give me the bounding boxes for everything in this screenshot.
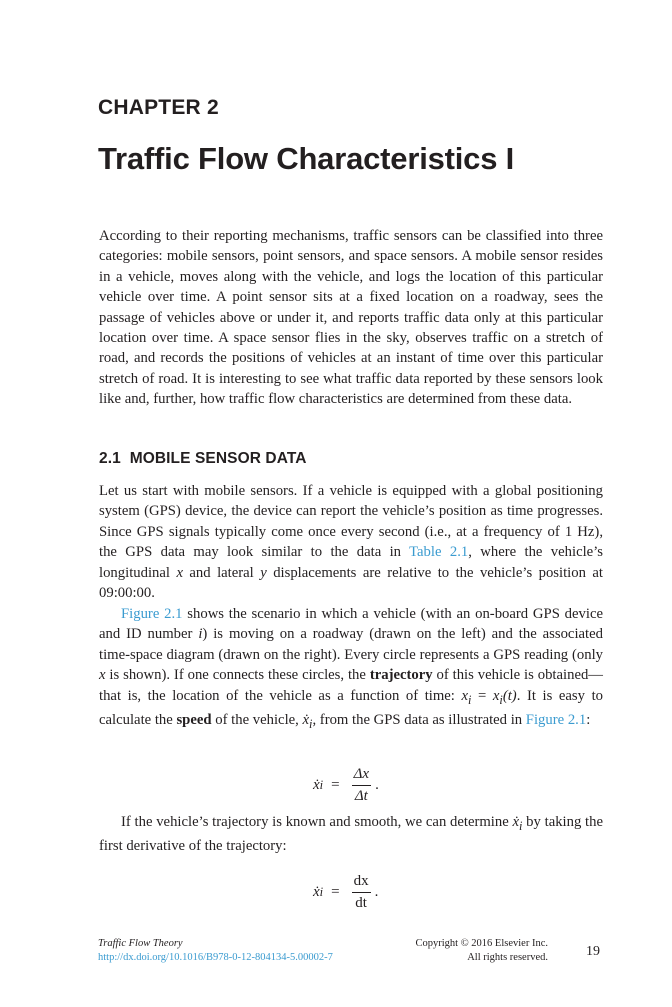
doi-link[interactable]: http://dx.doi.org/10.1016/B978-0-12-804134-5.00002-7 <box>98 952 333 963</box>
figure-2-1-link-2[interactable]: Figure 2.1 <box>525 711 587 728</box>
term-trajectory: trajectory <box>369 667 433 684</box>
table-2-1-link[interactable]: Table 2.1 <box>409 544 469 561</box>
figure-2-1-link[interactable]: Figure 2.1 <box>121 606 183 622</box>
chapter-label: CHAPTER 2 <box>98 96 219 119</box>
section-number: 2.1 <box>99 450 121 467</box>
section-title: MOBILE SENSOR DATA <box>129 450 307 467</box>
paragraph-figure-description: Figure 2.1 shows the scenario in which a vehicle (with an on-board GPS device and ID number i) is moving on a roadway (drawn on the left) and the associated time-space diagram (drawn on the right). Every circle represents a GPS reading (only x is shown). If one connects these circles, the trajectory of this vehicle is obtained—that is, the location of the vehicle as a function of time: $x_i = x_i(t)$. It is easy to calculate the speed of the vehicle, ẋ$_i$, from the GPS data as illustrated in Figure 2.1: <box>99 606 604 731</box>
equation-speed-derivative: ẋ i = $\frac{dx}{dt}$ . <box>313 873 379 911</box>
rights-text: All rights reserved. <box>467 952 548 963</box>
footer-citation <box>98 937 333 965</box>
paragraph-derivative: If the vehicle’s trajectory is known and smooth, we can determine ẋ$_i$ by taking the first derivative of the trajectory: <box>99 814 604 855</box>
book-title: Traffic Flow Theory <box>98 938 183 949</box>
equation-speed-difference: ẋ i = $\frac{\Delta x}{\Delta t}$ . <box>313 766 379 804</box>
footer-copyright <box>400 937 548 965</box>
section-heading <box>99 450 307 468</box>
intro-paragraph: According to their reporting mechanisms, traffic sensors can be classified into three categories: mobile sensors, point sensors, and space sensors. A mobile sensor resides in a vehicle, moves along with the vehicle, and logs the location of this particular vehicle over time. A point sensor sits at a fixed location on a roadway, sees the passage of vehicles above or under it, and reports traffic data only at this particular location over time. A space sensor flies in the sky, observes traffic on a stretch of road, and records the positions of vehicles at an instant of time over this particular stretch of road. It is interesting to see what traffic data reported by these sensors look like and, further, how traffic flow characteristics are determined from these data. <box>99 228 603 408</box>
page-number: 19 <box>586 944 600 959</box>
term-speed: speed <box>176 711 212 728</box>
copyright-text: Copyright © 2016 Elsevier Inc. <box>415 938 548 949</box>
paragraph-mobile-sensors: Let us start with mobile sensors. If a vehicle is equipped with a global positioning system (GPS) device, the device can report the vehicle’s position as time progresses. Since GPS signals typically come once every second (i.e., at a frequency of 1 Hz), the GPS data may look similar to the data in Table 2.1, where the vehicle’s longitudinal x and lateral y displacements are relative to the vehicle’s position at 09:00:00. <box>99 483 603 602</box>
chapter-title: Traffic Flow Characteristics I <box>98 141 515 176</box>
